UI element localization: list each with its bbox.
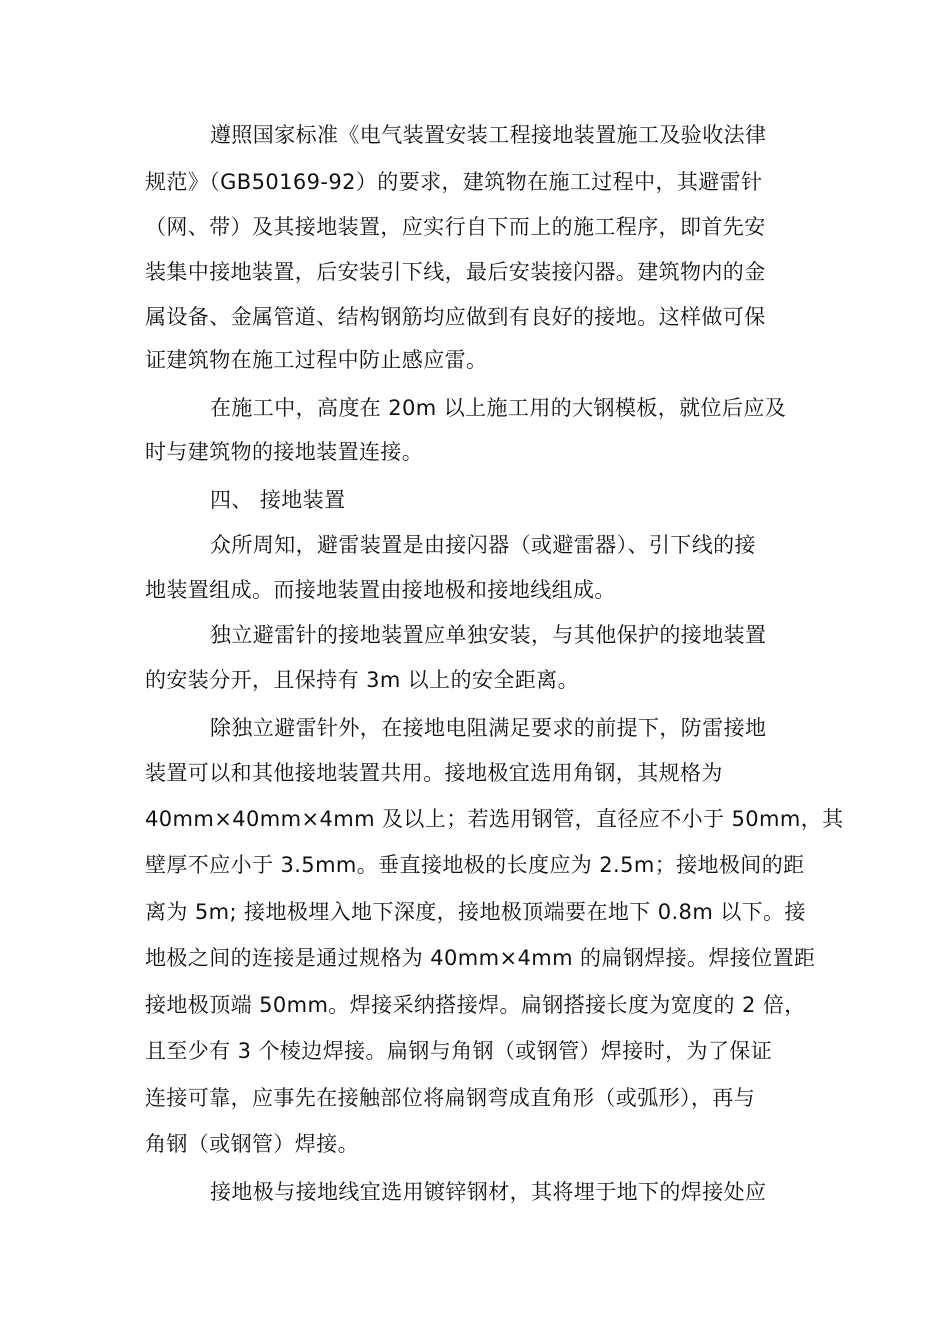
text-line: 规范》（GB50169-92）的要求，建筑物在施工过程中，其避雷针: [145, 170, 763, 194]
text-line: 属设备、金属管道、结构钢筋均应做到有良好的接地。这样做可保: [145, 305, 766, 329]
text-line: 接地极与接地线宜选用镀锌钢材，其将埋于地下的焊接处应: [210, 1180, 767, 1204]
text-line: 地极之间的连接是通过规格为 40mm×4mm 的扁钢焊接。焊接位置距: [145, 946, 816, 970]
text-line: 连接可靠，应事先在接触部位将扁钢弯成直角形（或弧形），再与: [145, 1086, 756, 1110]
text-line: 40mm×40mm×4mm 及以上；若选用钢管，直径应不小于 50mm，其: [145, 807, 844, 831]
text-line: 装置可以和其他接地装置共用。接地极宜选用角钢，其规格为: [145, 761, 723, 785]
text-line: 除独立避雷针外，在接地电阻满足要求的前提下，防雷接地: [210, 716, 767, 740]
text-line: 证建筑物在施工过程中防止感应雷。: [145, 348, 488, 372]
text-line: 接地极顶端 50mm。焊接采纳搭接焊。扁钢搭接长度为宽度的 2 倍，: [145, 993, 806, 1017]
text-line: 角钢（或钢管）焊接。: [145, 1132, 359, 1156]
text-line: 装集中接地装置，后安装引下线，最后安装接闪器。建筑物内的金: [145, 260, 766, 284]
text-line: 且至少有 3 个棱边焊接。扁钢与角钢（或钢管）焊接时，为了保证: [145, 1039, 773, 1063]
text-line: 遵照国家标准《电气装置安装工程接地装置施工及验收法律: [210, 123, 767, 147]
text-line: 在施工中，高度在 20m 以上施工用的大钢模板，就位后应及: [210, 396, 787, 420]
text-line: 独立避雷针的接地装置应单独安装，与其他保护的接地装置: [210, 623, 767, 647]
text-line: 离为 5m; 接地极埋入地下深度，接地极顶端要在地下 0.8m 以下。接: [145, 900, 806, 924]
text-line: 众所周知，避雷装置是由接闪器（或避雷器）、引下线的接: [210, 533, 756, 557]
text-line: 的安装分开，且保持有 3m 以上的安全距离。: [145, 668, 579, 692]
section-heading: 四、 接地装置: [210, 488, 346, 512]
text-line: 时与建筑物的接地装置连接。: [145, 440, 424, 464]
text-line: （网、带）及其接地装置，应实行自下而上的施工程序，即首先安: [145, 215, 766, 239]
text-line: 地装置组成。而接地装置由接地极和接地线组成。: [145, 578, 616, 602]
text-line: 壁厚不应小于 3.5mm。垂直接地极的长度应为 2.5m；接地极间的距: [145, 853, 805, 877]
